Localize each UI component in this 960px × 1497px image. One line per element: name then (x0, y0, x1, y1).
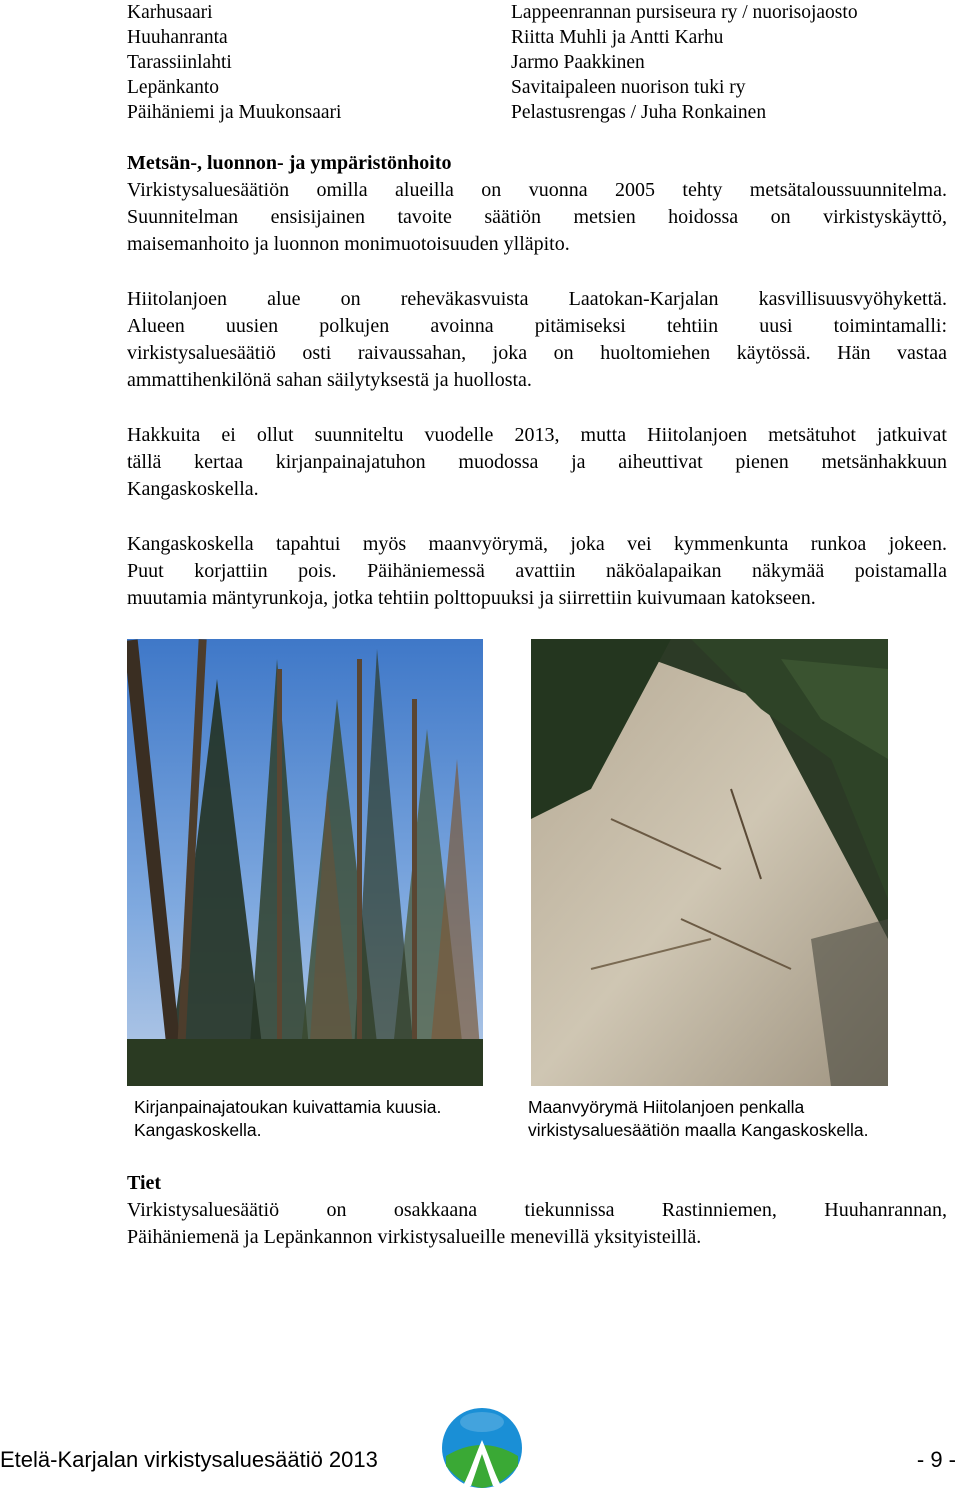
landslide-image (531, 639, 888, 1086)
spruce-forest-image (127, 639, 483, 1086)
text-line: tällä kertaa kirjanpainajatuhon muodossa ja aiheuttivat pienen metsänhakkuun (127, 451, 947, 473)
text-line: maisemanhoito ja luonnon monimuotoisuuden ylläpito. (127, 233, 570, 255)
partner-name: Jarmo Paakkinen (511, 52, 645, 73)
text-line: Alueen uusien polkujen avoinna pitämiseksi tehtiin uusi toimintamalli: (127, 315, 947, 337)
place-name: Tarassiinlahti (127, 52, 232, 73)
partner-row (127, 50, 947, 75)
foundation-logo (441, 1406, 523, 1490)
place-name: Lepänkanto (127, 77, 220, 98)
section-heading-forest: Metsän-, luonnon- ja ympäristönhoito (127, 152, 452, 174)
text-line: Hakkuita ei ollut suunniteltu vuodelle 2013, mutta Hiitolanjoen metsätuhot jatkuivat (127, 424, 947, 446)
caption-line: Maanvyörymä Hiitolanjoen penkalla (528, 1097, 805, 1117)
paragraph-logging (127, 422, 947, 503)
caption-line: Kangaskoskella. (134, 1120, 262, 1140)
text-line: muutamia mäntyrunkoja, jotka tehtiin polttopuuksi ja siirrettiin kuivumaan katokseen. (127, 587, 816, 609)
caption-right (528, 1096, 948, 1142)
text-line: Puut korjattiin pois. Päihäniemessä avattiin näköalapaikan näkymää poistamalla (127, 560, 947, 582)
place-name: Huuhanranta (127, 27, 228, 48)
text-line: Päihäniemenä ja Lepänkannon virkistysalueille menevillä yksityisteillä. (127, 1226, 702, 1248)
partner-row (127, 0, 947, 25)
text-line: Virkistysaluesäätiö on osakkaana tiekunnissa Rastinniemen, Huuhanrannan, (127, 1199, 947, 1221)
caption-line: virkistysaluesäätiön maalla Kangaskoskella. (528, 1120, 869, 1140)
partner-name: Pelastusrengas / Juha Ronkainen (511, 102, 767, 123)
section-heading-roads: Tiet (127, 1172, 162, 1194)
text-line: Suunnitelman ensisijainen tavoite säätiön metsien hoidossa on virkistyskäyttö, (127, 206, 947, 228)
footer-organization: Etelä-Karjalan virkistysaluesäätiö 2013 (0, 1447, 378, 1472)
partner-row (127, 100, 947, 125)
text-line: Kangaskoskella tapahtui myös maanvyörymä, joka vei kymmenkunta runkoa jokeen. (127, 533, 947, 555)
partner-list (127, 0, 947, 125)
photo-dried-spruces (127, 639, 483, 1086)
text-line: Kangaskoskella. (127, 478, 259, 500)
partner-name: Riitta Muhli ja Antti Karhu (511, 27, 724, 48)
paragraph-hiitolanjoki (127, 286, 947, 394)
paragraph-forest-plan (127, 177, 947, 258)
partner-name: Savitaipaleen nuorison tuki ry (511, 77, 746, 98)
caption-left (134, 1096, 514, 1142)
partner-name: Lappeenrannan pursiseura ry / nuorisojaosto (511, 2, 858, 23)
place-name: Karhusaari (127, 2, 213, 23)
text-line: virkistysaluesäätiö osti raivaussahan, joka on huoltomiehen käytössä. Hän vastaa (127, 342, 947, 364)
photo-landslide (531, 639, 888, 1086)
page-number: - 9 - (916, 1447, 956, 1472)
paragraph-roads (127, 1197, 947, 1251)
text-line: ammattihenkilönä sahan säilytyksestä ja huollosta. (127, 369, 532, 391)
partner-row (127, 25, 947, 50)
text-line: Hiitolanjoen alue on reheväkasvuista Laatokan-Karjalan kasvillisuusvyöhykettä. (127, 288, 947, 310)
paragraph-landslide (127, 531, 947, 612)
partner-row (127, 75, 947, 100)
place-name: Päihäniemi ja Muukonsaari (127, 102, 342, 123)
logo-icon (441, 1406, 523, 1490)
text-line: Virkistysaluesäätiön omilla alueilla on vuonna 2005 tehty metsätaloussuunnitelma. (127, 179, 947, 201)
caption-line: Kirjanpainajatoukan kuivattamia kuusia. (134, 1097, 442, 1117)
